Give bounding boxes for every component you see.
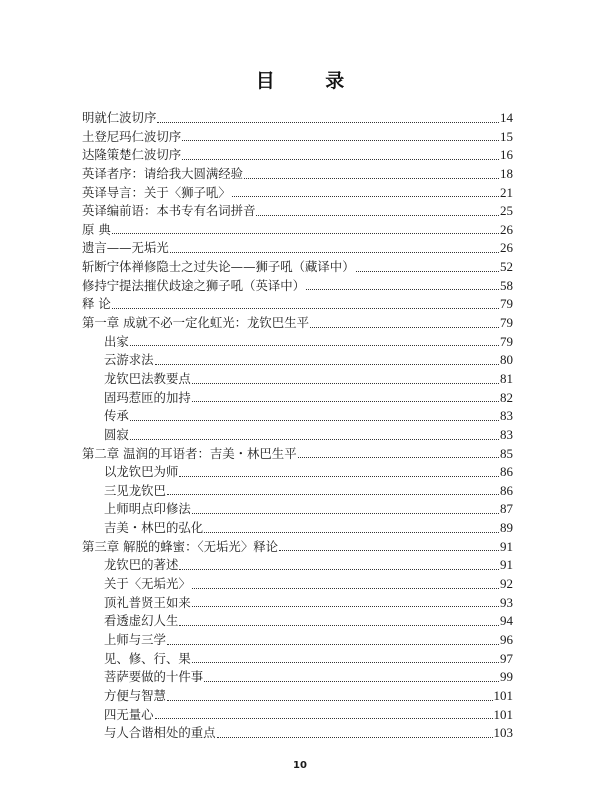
toc-entry-page: 97: [500, 650, 513, 666]
toc-entry-page: 21: [500, 184, 513, 200]
toc-entry-page: 86: [500, 482, 513, 498]
dot-leader: [130, 439, 499, 440]
toc-subentry[interactable]: [82, 519, 513, 538]
toc-entry-title: 上师与三学: [104, 631, 166, 647]
toc-entry-page: 26: [500, 221, 513, 237]
toc-entry-page: 52: [500, 259, 513, 275]
dot-leader: [167, 494, 499, 495]
toc-entry[interactable]: [82, 146, 513, 165]
toc-entry-page: 15: [500, 128, 513, 144]
dot-leader: [130, 345, 499, 346]
page-title: 目 录: [255, 70, 367, 92]
dot-leader: [179, 625, 499, 626]
dot-leader: [232, 196, 499, 197]
toc-subentry[interactable]: [82, 426, 513, 445]
toc-entry-page: 26: [500, 240, 513, 256]
toc-entry-title: 英译编前语：本书专有名词拼音: [82, 203, 256, 219]
dot-leader: [356, 271, 499, 272]
toc-entry-title: 三见龙钦巴: [104, 482, 166, 498]
toc-entry-title: 斩断宁体禅修隐士之过失论——狮子吼（藏译中）: [82, 259, 355, 275]
page-number: 10: [293, 760, 307, 771]
toc-entry[interactable]: [82, 538, 513, 557]
table-of-contents: [82, 109, 513, 743]
toc-entry-title: 固玛惹匝的加持: [104, 389, 191, 405]
toc-entry-page: 91: [500, 557, 513, 573]
toc-entry-title: 第三章 解脱的蜂蜜：〈无垢光〉释论: [82, 538, 278, 554]
toc-subentry[interactable]: [82, 631, 513, 650]
toc-entry-title: 达隆策楚仁波切序: [82, 147, 182, 163]
toc-entry-title: 吉美・林巴的弘化: [104, 520, 204, 536]
toc-entry-page: 92: [500, 576, 513, 592]
toc-entry-title: 云游求法: [104, 352, 154, 368]
toc-entry-title: 第一章 成就不必一定化虹光：龙钦巴生平: [82, 315, 309, 331]
toc-subentry[interactable]: [82, 724, 513, 743]
toc-entry-title: 第二章 温润的耳语者：吉美・林巴生平: [82, 445, 297, 461]
toc-subentry[interactable]: [82, 389, 513, 408]
toc-entry-page: 96: [500, 631, 513, 647]
toc-subentry[interactable]: [82, 687, 513, 706]
toc-entry-page: 79: [500, 315, 513, 331]
toc-entry-page: 101: [493, 706, 513, 722]
dot-leader: [179, 476, 499, 477]
toc-subentry[interactable]: [82, 706, 513, 725]
toc-subentry[interactable]: [82, 575, 513, 594]
toc-subentry[interactable]: [82, 594, 513, 613]
dot-leader: [182, 159, 499, 160]
toc-entry[interactable]: [82, 202, 513, 221]
toc-subentry[interactable]: [82, 333, 513, 352]
toc-entry-page: 86: [500, 464, 513, 480]
toc-entry[interactable]: [82, 221, 513, 240]
dot-leader: [256, 215, 499, 216]
toc-entry-page: 83: [500, 408, 513, 424]
toc-entry-title: 修持宁提法摧伏歧途之狮子吼（英译中）: [82, 277, 306, 293]
toc-entry-page: 80: [500, 352, 513, 368]
dot-leader: [130, 420, 499, 421]
dot-leader: [192, 513, 499, 514]
toc-entry-title: 看透虚幻人生: [104, 613, 179, 629]
toc-entry-page: 82: [500, 389, 513, 405]
toc-entry-page: 16: [500, 147, 513, 163]
toc-entry-page: 18: [500, 165, 513, 181]
dot-leader: [112, 233, 499, 234]
toc-entry-page: 14: [500, 110, 513, 125]
toc-entry-page: 79: [500, 296, 513, 312]
dot-leader: [298, 457, 499, 458]
toc-entry[interactable]: [82, 184, 513, 203]
dot-leader: [217, 737, 493, 738]
toc-subentry[interactable]: [82, 500, 513, 519]
toc-entry[interactable]: [82, 445, 513, 464]
dot-leader: [182, 140, 499, 141]
toc-entry-page: 25: [500, 203, 513, 219]
toc-subentry[interactable]: [82, 556, 513, 575]
toc-entry-title: 龙钦巴法教要点: [104, 370, 191, 386]
toc-entry-title: 遗言——无垢光: [82, 240, 169, 256]
dot-leader: [244, 178, 499, 179]
toc-entry[interactable]: [82, 314, 513, 333]
toc-entry-title: 以龙钦巴为师: [104, 464, 179, 480]
dot-leader: [167, 700, 493, 701]
toc-entry-title: 方便与智慧: [104, 687, 166, 703]
toc-entry-title: 见、修、行、果: [104, 650, 191, 666]
dot-leader: [192, 401, 499, 402]
toc-entry-title: 龙钦巴的著述: [104, 557, 179, 573]
toc-entry[interactable]: [82, 109, 513, 128]
toc-entry-page: 81: [500, 370, 513, 386]
dot-leader: [179, 569, 499, 570]
toc-subentry[interactable]: [82, 370, 513, 389]
toc-entry-title: 英译导言：关于〈狮子吼〉: [82, 184, 231, 200]
toc-entry-title: 菩萨要做的十件事: [104, 669, 204, 685]
dot-leader: [167, 644, 499, 645]
toc-entry-title: 上师明点印修法: [104, 501, 191, 517]
dot-leader: [170, 252, 499, 253]
dot-leader: [192, 662, 499, 663]
toc-entry-page: 103: [493, 725, 513, 741]
dot-leader: [157, 122, 499, 123]
toc-entry-page: 85: [500, 445, 513, 461]
dot-leader: [204, 681, 499, 682]
dot-leader: [192, 588, 499, 589]
toc-entry[interactable]: [82, 165, 513, 184]
toc-entry[interactable]: [82, 239, 513, 258]
toc-subentry[interactable]: [82, 668, 513, 687]
toc-entry[interactable]: [82, 277, 513, 296]
toc-subentry[interactable]: [82, 612, 513, 631]
toc-entry[interactable]: [82, 128, 513, 147]
toc-subentry[interactable]: [82, 351, 513, 370]
toc-entry-title: 圆寂: [104, 426, 129, 442]
toc-entry[interactable]: [82, 258, 513, 277]
toc-entry-page: 93: [500, 594, 513, 610]
toc-entry-page: 99: [500, 669, 513, 685]
toc-entry-title: 关于〈无垢光〉: [104, 576, 191, 592]
dot-leader: [155, 718, 493, 719]
toc-entry-page: 89: [500, 520, 513, 536]
toc-subentry[interactable]: [82, 463, 513, 482]
toc-entry-title: 土登尼玛仁波切序: [82, 128, 182, 144]
dot-leader: [204, 532, 499, 533]
toc-entry-title: 四无量心: [104, 706, 154, 722]
dot-leader: [310, 327, 499, 328]
dot-leader: [306, 289, 499, 290]
toc-entry-title: 释 论: [82, 296, 111, 312]
toc-entry-page: 101: [493, 687, 513, 703]
toc-subentry[interactable]: [82, 407, 513, 426]
dot-leader: [279, 550, 499, 551]
toc-entry-page: 91: [500, 538, 513, 554]
toc-subentry[interactable]: [82, 482, 513, 501]
dot-leader: [192, 383, 499, 384]
toc-entry-page: 79: [500, 333, 513, 349]
toc-entry-title: 传承: [104, 408, 129, 424]
dot-leader: [192, 606, 499, 607]
toc-entry-title: 英译者序：请给我大圆满经验: [82, 165, 244, 181]
toc-entry-page: 58: [500, 277, 513, 293]
toc-entry-page: 87: [500, 501, 513, 517]
toc-entry-page: 83: [500, 426, 513, 442]
toc-entry-title: 出家: [104, 333, 129, 349]
toc-subentry[interactable]: [82, 650, 513, 669]
toc-entry-page: 94: [500, 613, 513, 629]
toc-entry-title: 与人合谐相处的重点: [104, 725, 216, 741]
toc-entry-title: 明就仁波切序: [82, 110, 157, 125]
dot-leader: [155, 364, 499, 365]
dot-leader: [112, 308, 499, 309]
toc-entry[interactable]: [82, 295, 513, 314]
toc-entry-title: 顶礼普贤王如来: [104, 594, 191, 610]
toc-entry-title: 原 典: [82, 221, 111, 237]
